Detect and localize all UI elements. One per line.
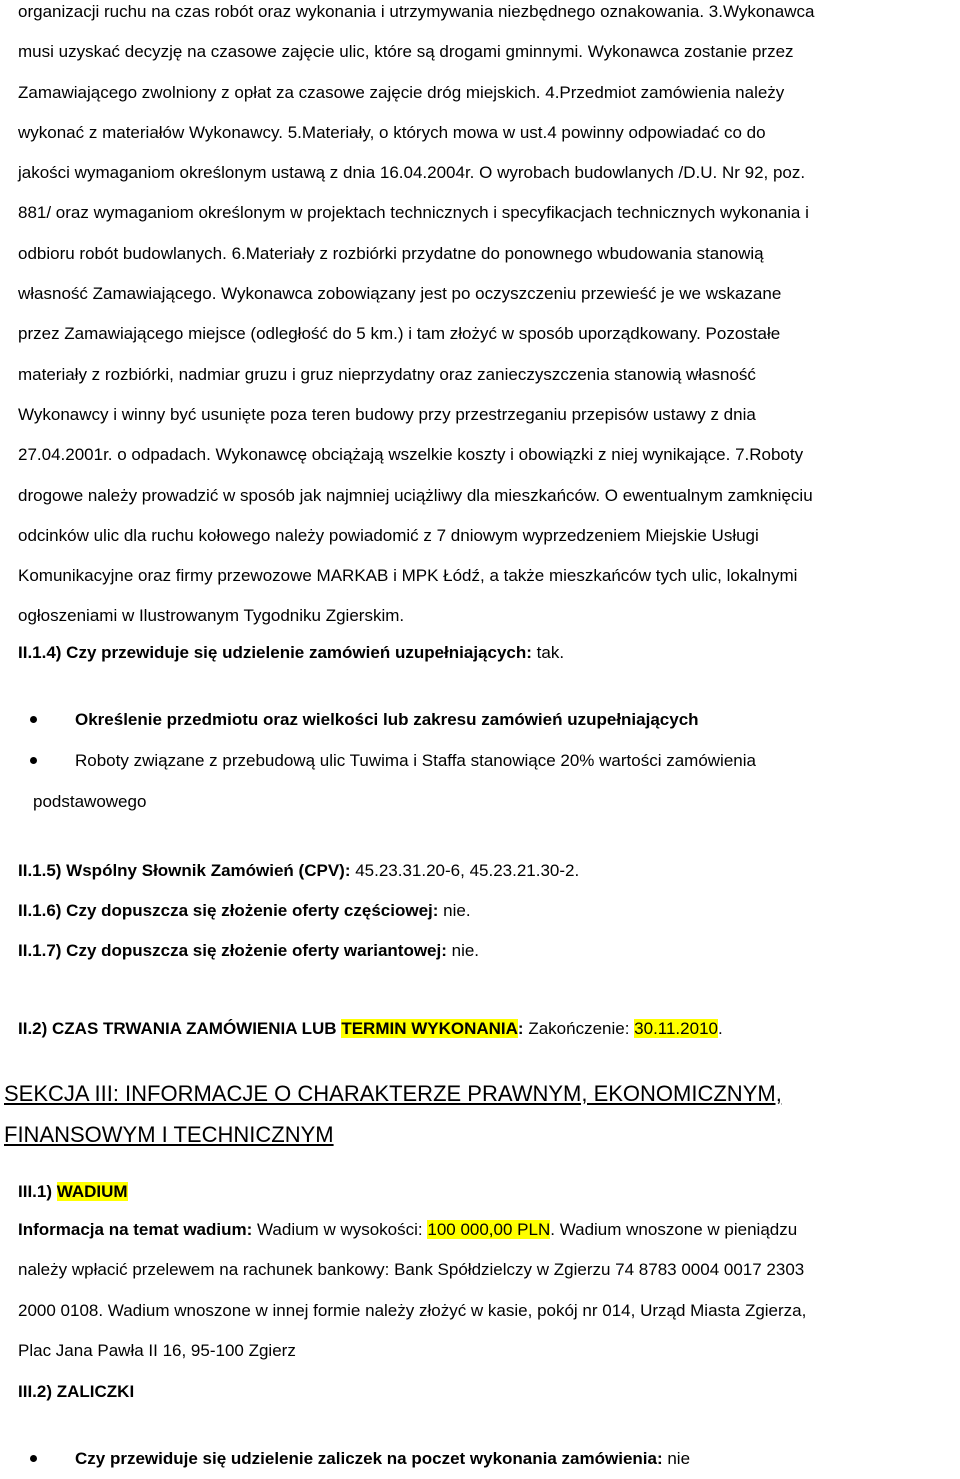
text-line: należy wpłacić przelewem na rachunek bankowy: Bank Spółdzielczy w Zgierzu 74 8783 0004 0017 2303 [18,1260,805,1280]
text-line: musi uzyskać decyzję na czasowe zajęcie ulic, które są drogami gminnymi. Wykonawca zostanie przez [18,42,794,62]
ii-1-7-value: nie. [446,941,480,960]
wadium-post: . Wadium wnoszone w pieniądzu [550,1220,798,1239]
text-line: ogłoszeniami w Ilustrowanym Tygodniku Zgierskim. [18,606,405,626]
ii-1-6-label: II.1.6) Czy dopuszcza się złożenie oferty częściowej: [18,901,439,920]
text-line [18,1210,952,1250]
text-line: własność Zamawiającego. Wykonawca zobowiązany jest po oczyszczeniu przewieść je we wskazane [18,284,782,304]
wadium-label: Informacja na temat wadium: [18,1220,253,1239]
zaliczki-value: nie [662,1449,691,1468]
text-line: materiały z rozbiórki, nadmiar gruzu i gruz nieprzydatny oraz zanieczyszczenia stanowią własność [18,364,756,384]
bullet-scope-text: Określenie przedmiotu oraz wielkości lub zakresu zamówień uzupełniających [75,710,699,729]
ii-2-end: . [717,1019,723,1038]
section-ii-1-4 [18,641,952,665]
section-ii-1-6 [18,899,952,923]
section-ii-1-5 [18,859,952,883]
zaliczki-text [75,1439,690,1479]
text-line: Komunikacyjne oraz firmy przewozowe MARKAB i MPK Łódź, a także mieszkańców tych ulic, lokalnymi [18,566,798,586]
text-line: Wykonawcy i winny być usunięte poza teren budowy przy przestrzeganiu przepisów ustawy z dnia [18,404,756,424]
bullet-icon [30,757,37,764]
text-line: jakości wymaganiom określonym ustawą z dnia 16.04.2004r. O wyrobach budowlanych /D.U. Nr 92, poz. [18,163,806,183]
text-line: wykonać z materiałów Wykonawcy. 5.Materiały, o których mowa w ust.4 powinny odpowiadać co do [18,122,766,142]
ii-1-5-label: II.1.5) Wspólny Słownik Zamówień (CPV): [18,861,351,880]
wadium-amount: 100 000,00 PLN [427,1220,551,1239]
text-line: drogowe należy prowadzić w sposób jak najmniej uciążliwy dla mieszkańców. O ewentualnym zamknięciu [18,485,813,505]
wadium-pre: Wadium w wysokości: [252,1220,428,1239]
text-line: 27.04.2001r. o odpadach. Wykonawcę obciążają wszelkie koszty i obowiązki z niej wynikające. 7.Roboty [18,445,804,465]
ii-2-label-colon: : [517,1019,524,1038]
zaliczki-label: Czy przewiduje się udzielenie zaliczek na poczet wykonania zamówienia: [75,1449,663,1468]
iii-1-prefix: III.1) [18,1182,57,1201]
ii-2-mid: Zakończenie: [523,1019,635,1038]
iii-2-heading: III.2) ZALICZKI [18,1382,135,1401]
text-line: Plac Jana Pawła II 16, 95-100 Zgierz [18,1340,296,1360]
text-line: 2000 0108. Wadium wnoszone w innej formie należy złożyć w kasie, pokój nr 014, Urząd Miasta Zgierza, [18,1300,807,1320]
section-ii-1-7 [18,939,952,963]
ii-1-6-value: nie. [438,901,471,920]
bullet-icon [30,1455,37,1462]
ii-2-label [18,1019,524,1038]
text-line: organizacji ruchu na czas robót oraz wykonania i utrzymywania niezbędnego oznakowania. 3.Wykonawca [18,2,815,21]
bullet-icon [30,716,37,723]
section-iii-title-line2: FINANSOWYM I TECHNICZNYM [4,1122,334,1147]
iii-1-heading [18,1182,128,1201]
section-iii-2 [18,1380,952,1404]
text-line: przez Zamawiającego miejsce (odległość do 5 km.) i tam złożyć w sposób uporządkowany. Pozostałe [18,324,781,344]
iii-1-highlight: WADIUM [56,1182,128,1201]
bullet-works-continuation: podstawowego [33,792,147,811]
section-iii-1 [18,1180,952,1204]
bullet-works-text: Roboty związane z przebudową ulic Tuwima i Staffa stanowiące 20% wartości zamówienia [75,751,756,770]
ii-2-date-highlight: 30.11.2010 [634,1019,718,1038]
ii-2-label-highlight: TERMIN WYKONANIA [341,1019,518,1038]
wadium-paragraph [18,1210,952,1371]
text-line: 881/ oraz wymaganiom określonym w projektach technicznych i specyfikacjach technicznych wykonania i [18,203,809,223]
ii-1-4-label: II.1.4) Czy przewiduje się udzielenie zamówień uzupełniających: [18,643,532,662]
text-line: odbioru robót budowlanych. 6.Materiały z rozbiórki przydatne do ponownego wbudowania stanowią [18,243,764,263]
ii-1-7-label: II.1.7) Czy dopuszcza się złożenie oferty wariantowej: [18,941,447,960]
section-iii-title-line1: SEKCJA III: INFORMACJE O CHARAKTERZE PRAWNYM, EKONOMICZNYM, [4,1081,782,1106]
ii-1-5-value: 45.23.31.20-6, 45.23.21.30-2. [350,861,580,880]
ii-2-label-text: II.2) CZAS TRWANIA ZAMÓWIENIA LUB [18,1019,342,1038]
section-ii-2 [18,1017,952,1041]
text-line: odcinków ulic dla ruchu kołowego należy powiadomić z 7 dniowym wyprzedzeniem Miejskie Usługi [18,525,759,545]
intro-paragraph [18,0,952,637]
text-line: Zamawiającego zwolniony z opłat za czasowe zajęcie dróg miejskich. 4.Przedmiot zamówienia należy [18,82,785,102]
ii-1-4-value: tak. [531,643,565,662]
